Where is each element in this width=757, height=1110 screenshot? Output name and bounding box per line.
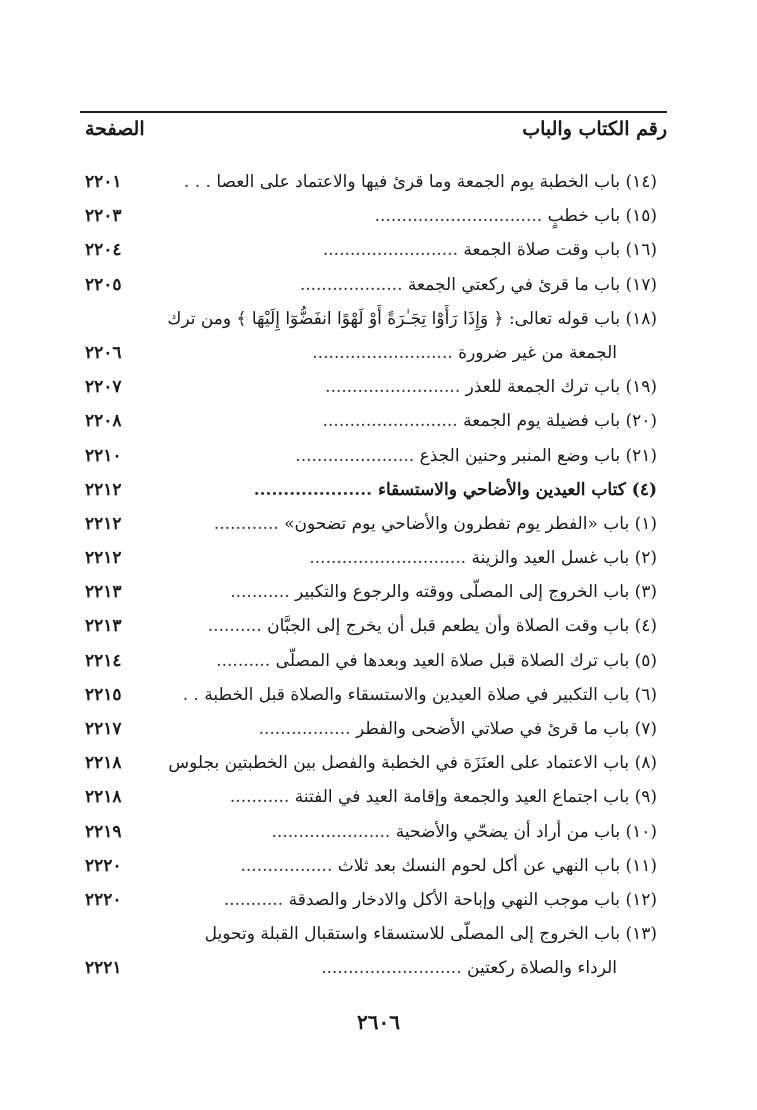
toc-entry	[80, 783, 657, 817]
toc-entry	[80, 202, 657, 236]
toc-page-number: ٢٢١٢	[85, 513, 122, 534]
toc-entry-title: (٢٠) باب فضيلة يوم الجمعة	[463, 411, 657, 432]
toc-page-number: ٢٢١٢	[85, 548, 122, 569]
toc-leader-dots: ...........	[230, 582, 290, 603]
toc-leader-dots: ..........................	[312, 342, 453, 363]
toc-entry	[80, 442, 657, 476]
toc-leader-dots: ...............................	[374, 206, 543, 227]
toc-page-number: ٢٢٠٨	[85, 411, 122, 432]
toc-entry-line	[150, 339, 657, 367]
toc-entry-line	[150, 647, 657, 675]
toc-page-number: ٢٢١٠	[85, 445, 122, 466]
toc-entry-line	[150, 544, 657, 572]
toc-page-number: ٢٢١٤	[85, 650, 122, 671]
toc-leader-dots: ......................	[295, 445, 415, 466]
table-of-contents	[80, 168, 657, 989]
toc-entry	[80, 373, 657, 407]
toc-entry-title: (١١) باب النهي عن أكل لحوم النسك بعد ثلاث	[337, 855, 657, 876]
toc-entry-title: (١٥) باب خطبٍ	[547, 206, 657, 227]
toc-leader-dots: ..........................	[321, 958, 462, 979]
toc-entry	[80, 271, 657, 305]
toc-entry-line	[150, 818, 657, 846]
toc-page-number: ٢٢١٧	[85, 719, 122, 739]
toc-page-number: ٢٢١٨	[85, 753, 122, 774]
toc-entry-title: (٢١) باب وضع المنبر وحنين الجذع	[419, 445, 657, 466]
toc-entry-line	[150, 886, 657, 914]
toc-entry-line	[150, 476, 657, 504]
toc-entry-title: (٣) باب الخروج إلى المصلّى ووقته والرجوع والتكبير	[295, 582, 657, 603]
toc-entry-title: (١٨) باب قوله تعالى: ﴿ وَإِذَا رَأَوْا تِجَـٰرَةً أَوْ لَهْوًا انفَضُّوٓا إِلَيْهَا ﴾ ومن ترك	[167, 308, 657, 329]
toc-page-number: ٢٢٠٥	[85, 274, 122, 295]
toc-page-number: ٢٢٠١	[85, 172, 122, 192]
column-header-page: الصفحة	[85, 118, 145, 140]
toc-entry-line	[150, 236, 657, 264]
toc-entry-title: (٩) باب اجتماع العيد والجمعة وإقامة العيد في الفتنة	[294, 787, 657, 808]
toc-entry-line	[150, 749, 657, 777]
toc-entry	[80, 954, 657, 988]
toc-entry	[80, 852, 657, 886]
header-rule	[80, 111, 667, 113]
toc-entry-title: (٢) باب غسل العيد والزينة	[471, 548, 657, 569]
toc-entry-title: (١٩) باب ترك الجمعة للعذر	[465, 377, 657, 398]
toc-entry-line	[150, 612, 657, 640]
toc-entry	[80, 339, 657, 373]
toc-page-number: ٢٢٢٠	[85, 855, 122, 876]
toc-entry	[80, 886, 657, 920]
toc-page-number: ٢٢١٨	[85, 787, 122, 808]
toc-entry-line	[150, 168, 657, 196]
toc-entry	[80, 715, 657, 749]
toc-page-number: ٢٢١٢	[85, 479, 122, 500]
toc-leader-dots: ....................	[253, 479, 373, 500]
toc-entry-title: الرداء والصلاة ركعتين	[467, 958, 617, 979]
toc-entry-line	[150, 407, 657, 435]
toc-entry	[80, 476, 657, 510]
toc-page-number: ٢٢٢٠	[85, 889, 122, 910]
toc-entry-line	[150, 510, 657, 538]
toc-entry-line	[150, 920, 657, 948]
toc-leader-dots: . . .	[183, 172, 211, 192]
toc-entry-line	[150, 681, 657, 709]
toc-leader-dots: ......................	[271, 821, 391, 842]
toc-leader-dots: . .	[182, 684, 199, 705]
toc-entry-line	[150, 715, 657, 743]
toc-entry	[80, 407, 657, 441]
toc-entry-line	[150, 305, 657, 333]
toc-leader-dots: .........................	[322, 240, 458, 261]
toc-page-number: ٢٢٠٦	[85, 342, 122, 363]
toc-page-number: ٢٢١٩	[85, 821, 122, 842]
toc-entry-title: (١٤) باب الخطبة يوم الجمعة وما قرئ فيها والاعتماد على العصا	[216, 172, 657, 192]
toc-leader-dots: ...................	[299, 274, 403, 295]
toc-leader-dots: .........................	[322, 411, 458, 432]
toc-entry	[80, 236, 657, 270]
toc-entry	[80, 305, 657, 339]
toc-leader-dots: .................	[258, 719, 351, 739]
toc-leader-dots: .............................	[309, 548, 467, 569]
toc-entry-title: (٧) باب ما قرئ في صلاتي الأضحى والفطر	[355, 719, 657, 739]
toc-leader-dots: ............	[213, 513, 279, 534]
toc-entry-line	[150, 783, 657, 811]
toc-entry	[80, 647, 657, 681]
toc-leader-dots: ...........	[223, 889, 284, 910]
toc-page-number: ٢٢٠٤	[85, 240, 122, 261]
toc-entry-line	[150, 202, 657, 230]
toc-entry-title: الجمعة من غير ضرورة	[458, 342, 617, 363]
toc-entry-title: (٥) باب ترك الصلاة قبل صلاة العيد وبعدها في المصلّى	[275, 650, 657, 671]
page-number: ٢٦٠٦	[357, 1010, 400, 1034]
toc-entry-title: (٦) باب التكبير في صلاة العيدين والاستسقاء والصلاة قبل الخطبة	[204, 684, 657, 705]
toc-entry-line	[150, 442, 657, 470]
toc-entry-line	[150, 373, 657, 401]
toc-page-number: ٢٢٠٧	[85, 377, 122, 398]
toc-entry-title: (٨) باب الاعتماد على العنَزَة في الخطبة والفصل بين الخطبتين بجلوس	[168, 753, 657, 774]
toc-entry	[80, 818, 657, 852]
toc-entry-line	[150, 954, 657, 982]
toc-leader-dots: .........................	[325, 377, 461, 398]
toc-entry-title: (١٠) باب من أراد أن يضحّي والأضحية	[395, 821, 657, 842]
toc-entry-title: (١٦) باب وقت صلاة الجمعة	[463, 240, 657, 261]
toc-entry	[80, 510, 657, 544]
toc-page-number: ٢٢٠٣	[85, 206, 122, 227]
toc-entry-line	[150, 578, 657, 606]
toc-entry	[80, 544, 657, 578]
toc-entry-title: (١٣) باب الخروج إلى المصلّى للاستسقاء واستقبال القبلة وتحويل	[204, 924, 657, 945]
column-header-title: رقم الكتاب والباب	[522, 118, 667, 140]
toc-entry	[80, 749, 657, 783]
toc-leader-dots: .................	[240, 855, 333, 876]
toc-entry-title: (٤) كتاب العيدين والأضاحي والاستسقاء	[377, 479, 657, 500]
toc-page-number: ٢٢٢١	[85, 958, 122, 979]
toc-entry-title: (١٧) باب ما قرئ في ركعتي الجمعة	[407, 274, 657, 295]
toc-entry-line	[150, 852, 657, 880]
toc-entry	[80, 681, 657, 715]
toc-page-number: ٢٢١٥	[85, 684, 122, 705]
toc-entry	[80, 920, 657, 954]
toc-entry-title: (١) باب «الفطر يوم تفطرون والأضاحي يوم تضحون»	[284, 513, 657, 534]
toc-entry-line	[150, 271, 657, 299]
toc-entry-title: (١٢) باب موجب النهي وإباحة الأكل والادخار والصدقة	[288, 889, 657, 910]
toc-page-number: ٢٢١٣	[85, 582, 122, 603]
toc-leader-dots: ...........	[229, 787, 290, 808]
toc-entry	[80, 578, 657, 612]
toc-entry-title: (٤) باب وقت الصلاة وأن يطعم قبل أن يخرج إلى الجبَّان	[267, 616, 657, 637]
toc-leader-dots: ..........	[207, 616, 262, 637]
toc-entry	[80, 612, 657, 646]
toc-entry	[80, 168, 657, 202]
toc-leader-dots: ..........	[216, 650, 271, 671]
toc-page-number: ٢٢١٣	[85, 616, 122, 637]
